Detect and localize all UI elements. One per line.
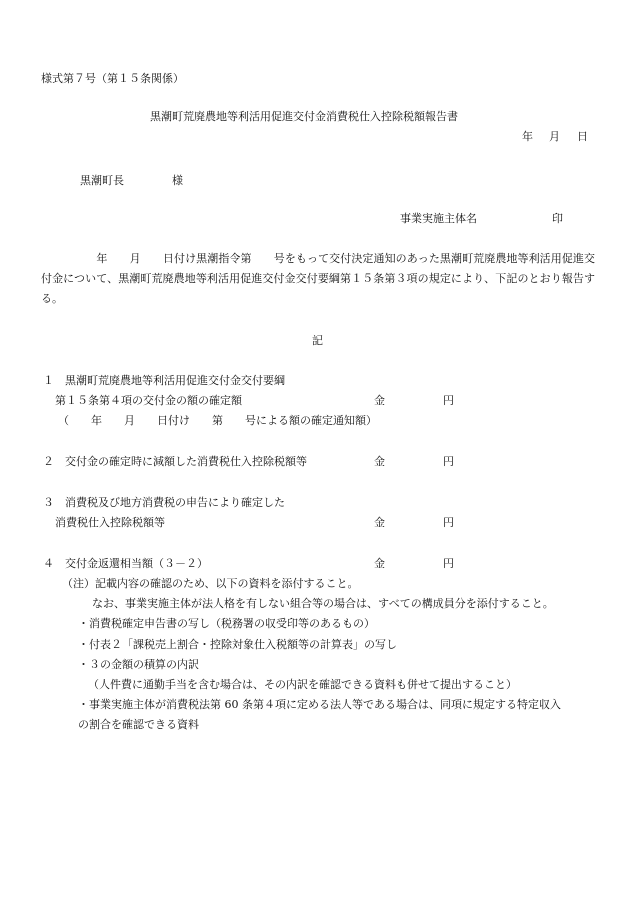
ki-heading: 記	[312, 334, 323, 347]
item-number: ４	[43, 557, 54, 570]
notes-bullet: ・消費税確定申告書の写し（税務署の収受印等のあるもの）	[78, 617, 375, 630]
amount-en: 円	[443, 455, 454, 468]
notes-bullet: ・付表２「課税売上割合・控除対象仕入税額等の計算表」の写し	[78, 638, 397, 651]
amount-en: 円	[443, 516, 454, 529]
applicant-label: 事業実施主体名	[400, 212, 477, 225]
item-label-line1: 消費税及び地方消費税の申告により確定した	[65, 496, 285, 509]
date-day: 日	[577, 130, 588, 143]
intro-paragraph: 年 月 日付け黒潮指令第 号をもって交付決定通知のあった黒潮町荒廃農地等利活用促進交付金について、黒潮町荒廃農地等利活用促進交付金交付要綱第１５条第３項の規定により、下記のとおり報告する。	[41, 252, 595, 305]
form-id: 様式第７号（第１５条関係）	[41, 72, 184, 85]
notes-head: （注）記載内容の確認のため、以下の資料を添付すること。	[62, 577, 359, 590]
item-label-line1: 交付金返還相当額（３－２）	[65, 557, 208, 570]
notes-bullet: ・事業実施主体が消費税法第 60 条第４項に定める法人等である場合は、同項に規定する特定収入	[78, 698, 561, 711]
date-year: 年	[522, 130, 533, 143]
item-number: ３	[43, 496, 54, 509]
item-label-line1: 交付金の確定時に減額した消費税仕入控除税額等	[65, 455, 307, 468]
item-label-line2: 第１５条第４項の交付金の額の確定額	[55, 394, 242, 407]
item-number: １	[43, 374, 54, 387]
amount-en: 円	[443, 394, 454, 407]
addressee-honorific: 様	[172, 174, 183, 187]
item-label-line1: 黒潮町荒廃農地等利活用促進交付金交付要綱	[65, 374, 285, 387]
addressee-name: 黒潮町長	[80, 174, 124, 187]
item-note: （ 年 月 日付け 第 号による額の確定通知額）	[58, 414, 377, 427]
amount-kin: 金	[374, 516, 385, 529]
notes-bullet: ・３の金額の積算の内訳	[78, 658, 199, 671]
notes-sub: なお、事業実施主体が法人格を有しない組合等の場合は、すべての構成員分を添付すること。	[92, 597, 554, 610]
amount-kin: 金	[374, 557, 385, 570]
amount-kin: 金	[374, 455, 385, 468]
seal-mark: 印	[552, 212, 563, 225]
date-month: 月	[549, 130, 560, 143]
item-number: ２	[43, 455, 54, 468]
amount-en: 円	[443, 557, 454, 570]
notes-bullet-continuation: の割合を確認できる資料	[78, 718, 199, 731]
item-label-line2: 消費税仕入控除税額等	[55, 516, 165, 529]
notes-bullet-detail: （人件費に通勤手当を含む場合は、その内訳を確認できる資料も併せて提出すること）	[88, 678, 517, 691]
amount-kin: 金	[374, 394, 385, 407]
report-title: 黒潮町荒廃農地等利活用促進交付金消費税仕入控除税額報告書	[150, 110, 458, 123]
